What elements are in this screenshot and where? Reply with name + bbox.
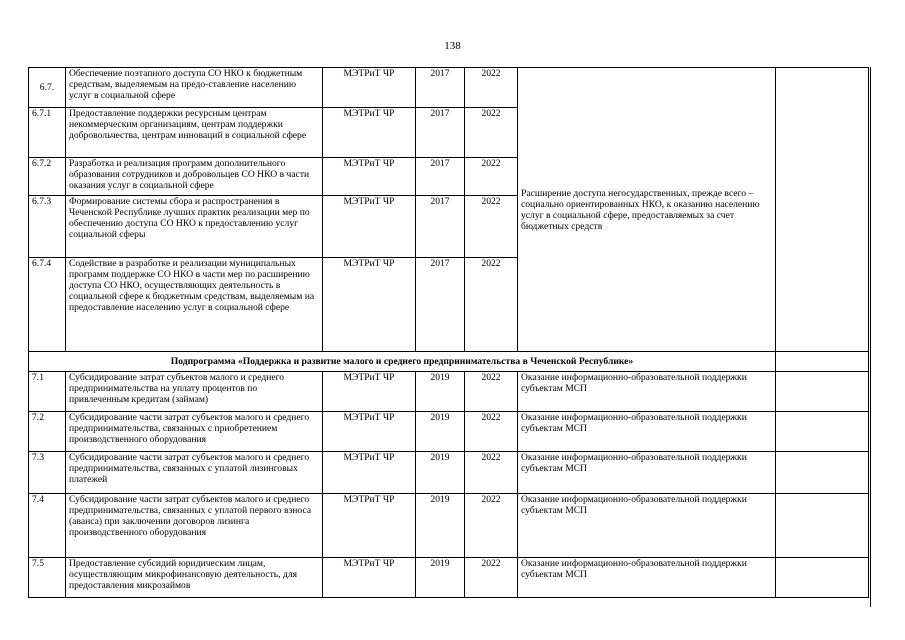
row-end-year: 2022: [465, 108, 518, 158]
table-row: [29, 452, 869, 494]
page-number: 138: [444, 40, 461, 52]
row-end-year: 2022: [465, 452, 518, 494]
row-description: Субсидирование затрат субъектов малого и среднего предпринимательства на уплату процентов по привлеченным кредитам (займам): [66, 372, 323, 412]
row-start-year: 2019: [416, 494, 465, 558]
row-number: 7.3: [29, 452, 66, 494]
row-organization: МЭТРиТ ЧР: [323, 258, 416, 352]
row-description: Предоставление поддержки ресурсным центрам некоммерческим организациям, центрам поддержки добровольчества, центрам инноваций в социальной сфере: [66, 108, 323, 158]
row-start-year: 2017: [416, 108, 465, 158]
row-start-year: 2019: [416, 372, 465, 412]
table-row: [29, 68, 869, 108]
row-start-year: 2019: [416, 558, 465, 598]
table-row: [29, 372, 869, 412]
row-start-year: 2017: [416, 158, 465, 196]
empty-cell: [776, 452, 869, 494]
row-start-year: 2017: [416, 68, 465, 108]
empty-cell: [776, 412, 869, 452]
row-description: Субсидирование части затрат субъектов малого и среднего предпринимательства, связанных с уплатой лизинговых платежей: [66, 452, 323, 494]
row-description: Предоставление субсидий юридическим лицам, осуществляющим микрофинансовую деятельность, для предоставления микрозаймов: [66, 558, 323, 598]
row-description: Обеспечение поэтапного доступа СО НКО к бюджетным средствам, выделяемым на предо-ставление населению услуг в социальной сфере: [66, 68, 323, 108]
row-number: 6.7.4: [29, 258, 66, 352]
row-organization: МЭТРиТ ЧР: [323, 452, 416, 494]
row-end-year: 2022: [465, 372, 518, 412]
row-description: Формирование системы сбора и распространения в Чеченской Республике лучших практик реализации мер по обеспечению доступа СО НКО к предоставлению услуг социальной сферы: [66, 196, 323, 258]
row-end-year: 2022: [465, 494, 518, 558]
row-organization: МЭТРиТ ЧР: [323, 108, 416, 158]
empty-cell: [776, 352, 869, 372]
table-row: [29, 494, 869, 558]
row-organization: МЭТРиТ ЧР: [323, 158, 416, 196]
row-end-year: 2022: [465, 196, 518, 258]
row-number: 7.5: [29, 558, 66, 598]
merged-result-cell: Расширение доступа негосударственных, прежде всего – социально ориентированных НКО, к оказанию населению услуг в социальной сфере, предоставляемых за счет бюджетных средств: [518, 68, 776, 352]
subprogram-row: [29, 352, 869, 372]
row-result: Оказание информационно-образовательной поддержки субъектам МСП: [518, 452, 776, 494]
row-result: Оказание информационно-образовательной поддержки субъектам МСП: [518, 372, 776, 412]
row-end-year: 2022: [465, 412, 518, 452]
row-start-year: 2017: [416, 258, 465, 352]
row-number: 6.7.3: [29, 196, 66, 258]
row-start-year: 2019: [416, 452, 465, 494]
table-row: [29, 558, 869, 598]
row-organization: МЭТРиТ ЧР: [323, 412, 416, 452]
row-number: 7.2: [29, 412, 66, 452]
row-organization: МЭТРиТ ЧР: [323, 196, 416, 258]
row-start-year: 2017: [416, 196, 465, 258]
row-description: Содействие в разработке и реализации муниципальных программ поддержке СО НКО в части мер по расширению доступа СО НКО, осуществляющих деятельность в социальной сфере к бюджетным средствам, выделяемым на предоставление населению услуг в социальной сфере: [66, 258, 323, 352]
row-description: Разработка и реализация программ дополнительного образования сотрудников и добровольцев СО НКО в части оказания услуг в социальной сфере: [66, 158, 323, 196]
row-organization: МЭТРиТ ЧР: [323, 494, 416, 558]
row-result: Оказание информационно-образовательной поддержки субъектам МСП: [518, 558, 776, 598]
row-organization: МЭТРиТ ЧР: [323, 372, 416, 412]
empty-cell: [776, 68, 869, 352]
program-table: [28, 67, 869, 598]
empty-cell: [776, 372, 869, 412]
row-description: Субсидирование части затрат субъектов малого и среднего предпринимательства, связанных с уплатой первого взноса (аванса) при заключении договоров лизинга производственного оборудования: [66, 494, 323, 558]
row-end-year: 2022: [465, 258, 518, 352]
row-organization: МЭТРиТ ЧР: [323, 558, 416, 598]
right-border-line: [870, 67, 871, 607]
empty-cell: [776, 558, 869, 598]
row-start-year: 2019: [416, 412, 465, 452]
row-number: 6.7.: [29, 68, 66, 108]
row-result: Оказание информационно-образовательной поддержки субъектам МСП: [518, 412, 776, 452]
row-description: Субсидирование части затрат субъектов малого и среднего предпринимательства, связанных с приобретением производственного оборудования: [66, 412, 323, 452]
table-row: [29, 412, 869, 452]
row-organization: МЭТРиТ ЧР: [323, 68, 416, 108]
subprogram-title: Подпрограмма «Поддержка и развитие малого и среднего предпринимательства в Чеченской Республике»: [29, 352, 776, 372]
row-number: 7.4: [29, 494, 66, 558]
row-end-year: 2022: [465, 68, 518, 108]
empty-cell: [776, 494, 869, 558]
row-number: 7.1: [29, 372, 66, 412]
row-number: 6.7.1: [29, 108, 66, 158]
row-number: 6.7.2: [29, 158, 66, 196]
row-result: Оказание информационно-образовательной поддержки субъектам МСП: [518, 494, 776, 558]
row-end-year: 2022: [465, 158, 518, 196]
row-end-year: 2022: [465, 558, 518, 598]
